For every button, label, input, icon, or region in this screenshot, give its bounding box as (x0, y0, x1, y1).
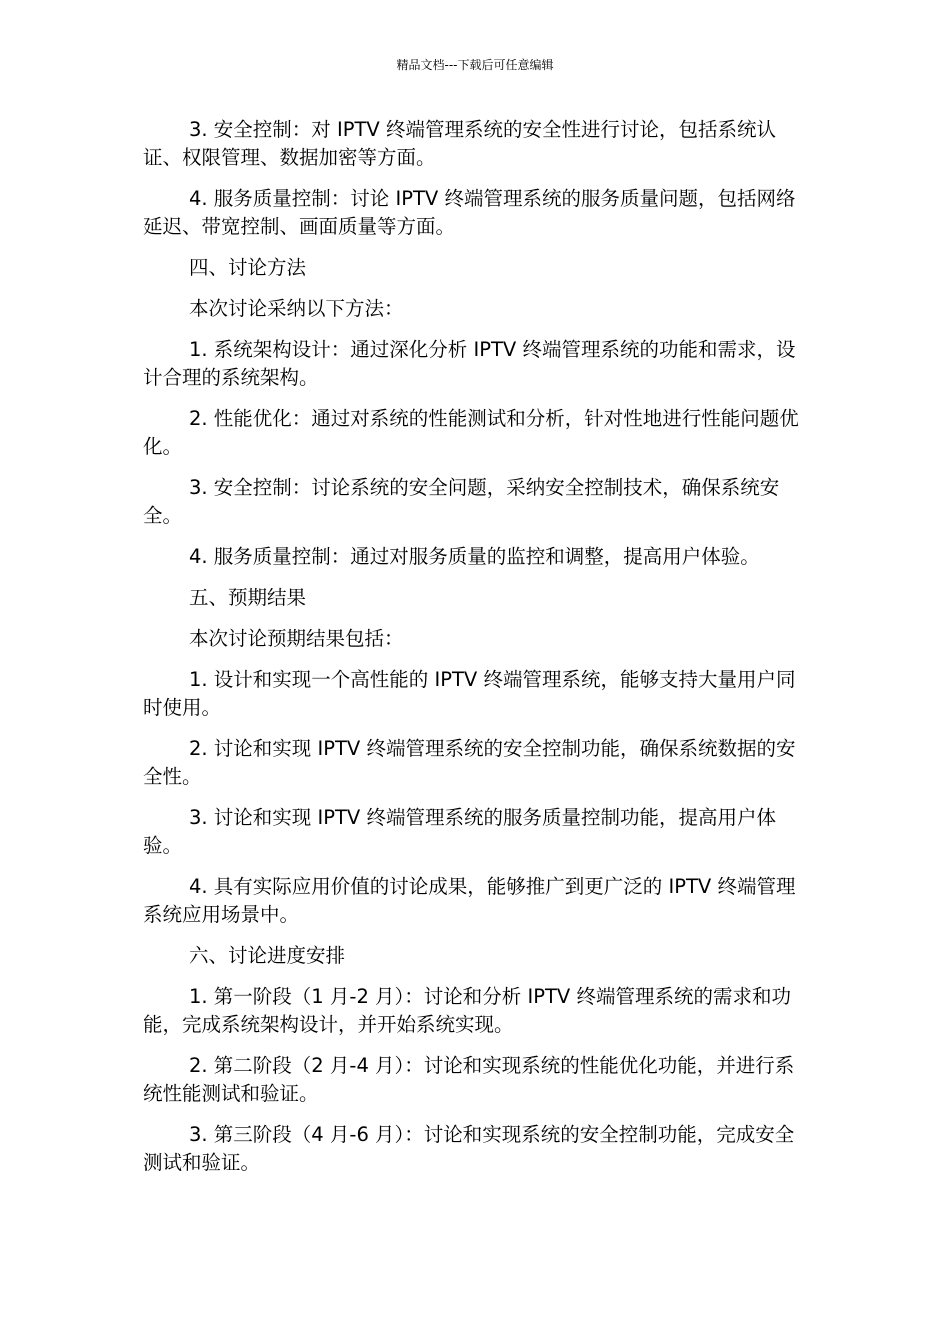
paragraph-schedule-phase-3: 3. 第三阶段（4 月-6 月）：讨论和实现系统的安全控制功能，完成安全测试和验证。 (143, 1123, 795, 1174)
paragraph-result-2: 2. 讨论和实现 IPTV 终端管理系统的安全控制功能，确保系统数据的安全性。 (143, 737, 796, 788)
paragraph-method-architecture: 1. 系统架构设计：通过深化分析 IPTV 终端管理系统的功能和需求，设计合理的系统架构。 (143, 338, 796, 389)
section-heading-expected-results: 五、预期结果 (189, 586, 307, 609)
paragraph-result-3: 3. 讨论和实现 IPTV 终端管理系统的服务质量控制功能，提高用户体验。 (143, 806, 776, 857)
paragraph-result-1: 1. 设计和实现一个高性能的 IPTV 终端管理系统，能够支持大量用户同时使用。 (143, 668, 796, 719)
page-header: 精品文档---下载后可任意编辑 (396, 58, 554, 72)
section-heading-schedule: 六、讨论进度安排 (189, 944, 346, 967)
paragraph-method-performance: 2. 性能优化：通过对系统的性能测试和分析，针对性地进行性能问题优化。 (143, 407, 799, 458)
paragraph-results-intro: 本次讨论预期结果包括： (189, 627, 404, 650)
paragraph-security-control: 3. 安全控制：对 IPTV 终端管理系统的安全性进行讨论，包括系统认证、权限管理、数据加密等方面。 (143, 118, 776, 169)
paragraph-result-4: 4. 具有实际应用价值的讨论成果，能够推广到更广泛的 IPTV 终端管理系统应用场景中。 (143, 875, 796, 926)
section-heading-methods: 四、讨论方法 (189, 256, 307, 279)
paragraph-method-security: 3. 安全控制：讨论系统的安全问题，采纳安全控制技术，确保系统安全。 (143, 476, 780, 527)
paragraph-qos-control: 4. 服务质量控制：讨论 IPTV 终端管理系统的服务质量问题，包括网络延迟、带宽控制、画面质量等方面。 (143, 187, 796, 238)
document-body (143, 116, 799, 1190)
paragraph-schedule-phase-1: 1. 第一阶段（1 月-2 月）：讨论和分析 IPTV 终端管理系统的需求和功能，完成系统架构设计，并开始系统实现。 (143, 985, 791, 1036)
paragraph-methods-intro: 本次讨论采纳以下方法： (189, 297, 404, 320)
paragraph-method-qos: 4. 服务质量控制：通过对服务质量的监控和调整，提高用户体验。 (189, 545, 760, 568)
paragraph-schedule-phase-2: 2. 第二阶段（2 月-4 月）：讨论和实现系统的性能优化功能，并进行系统性能测试和验证。 (143, 1054, 795, 1105)
